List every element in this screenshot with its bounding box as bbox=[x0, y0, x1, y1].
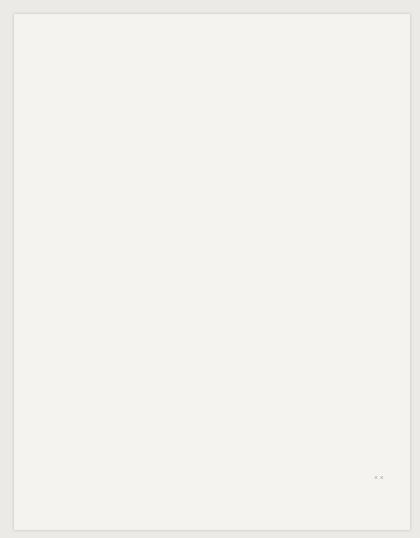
exam-page bbox=[14, 14, 410, 530]
section-instructions-1 bbox=[40, 36, 398, 42]
multiple-choice-items bbox=[30, 34, 398, 40]
passage-paragraph-3 bbox=[30, 36, 398, 42]
cloze-options bbox=[30, 36, 398, 42]
section-title bbox=[30, 36, 398, 42]
passage-paragraph-2 bbox=[30, 36, 398, 42]
page-content bbox=[30, 34, 398, 42]
section-instructions-2 bbox=[40, 36, 398, 42]
pencil-mark: × × bbox=[374, 474, 384, 482]
passage-paragraph-1 bbox=[30, 36, 398, 42]
